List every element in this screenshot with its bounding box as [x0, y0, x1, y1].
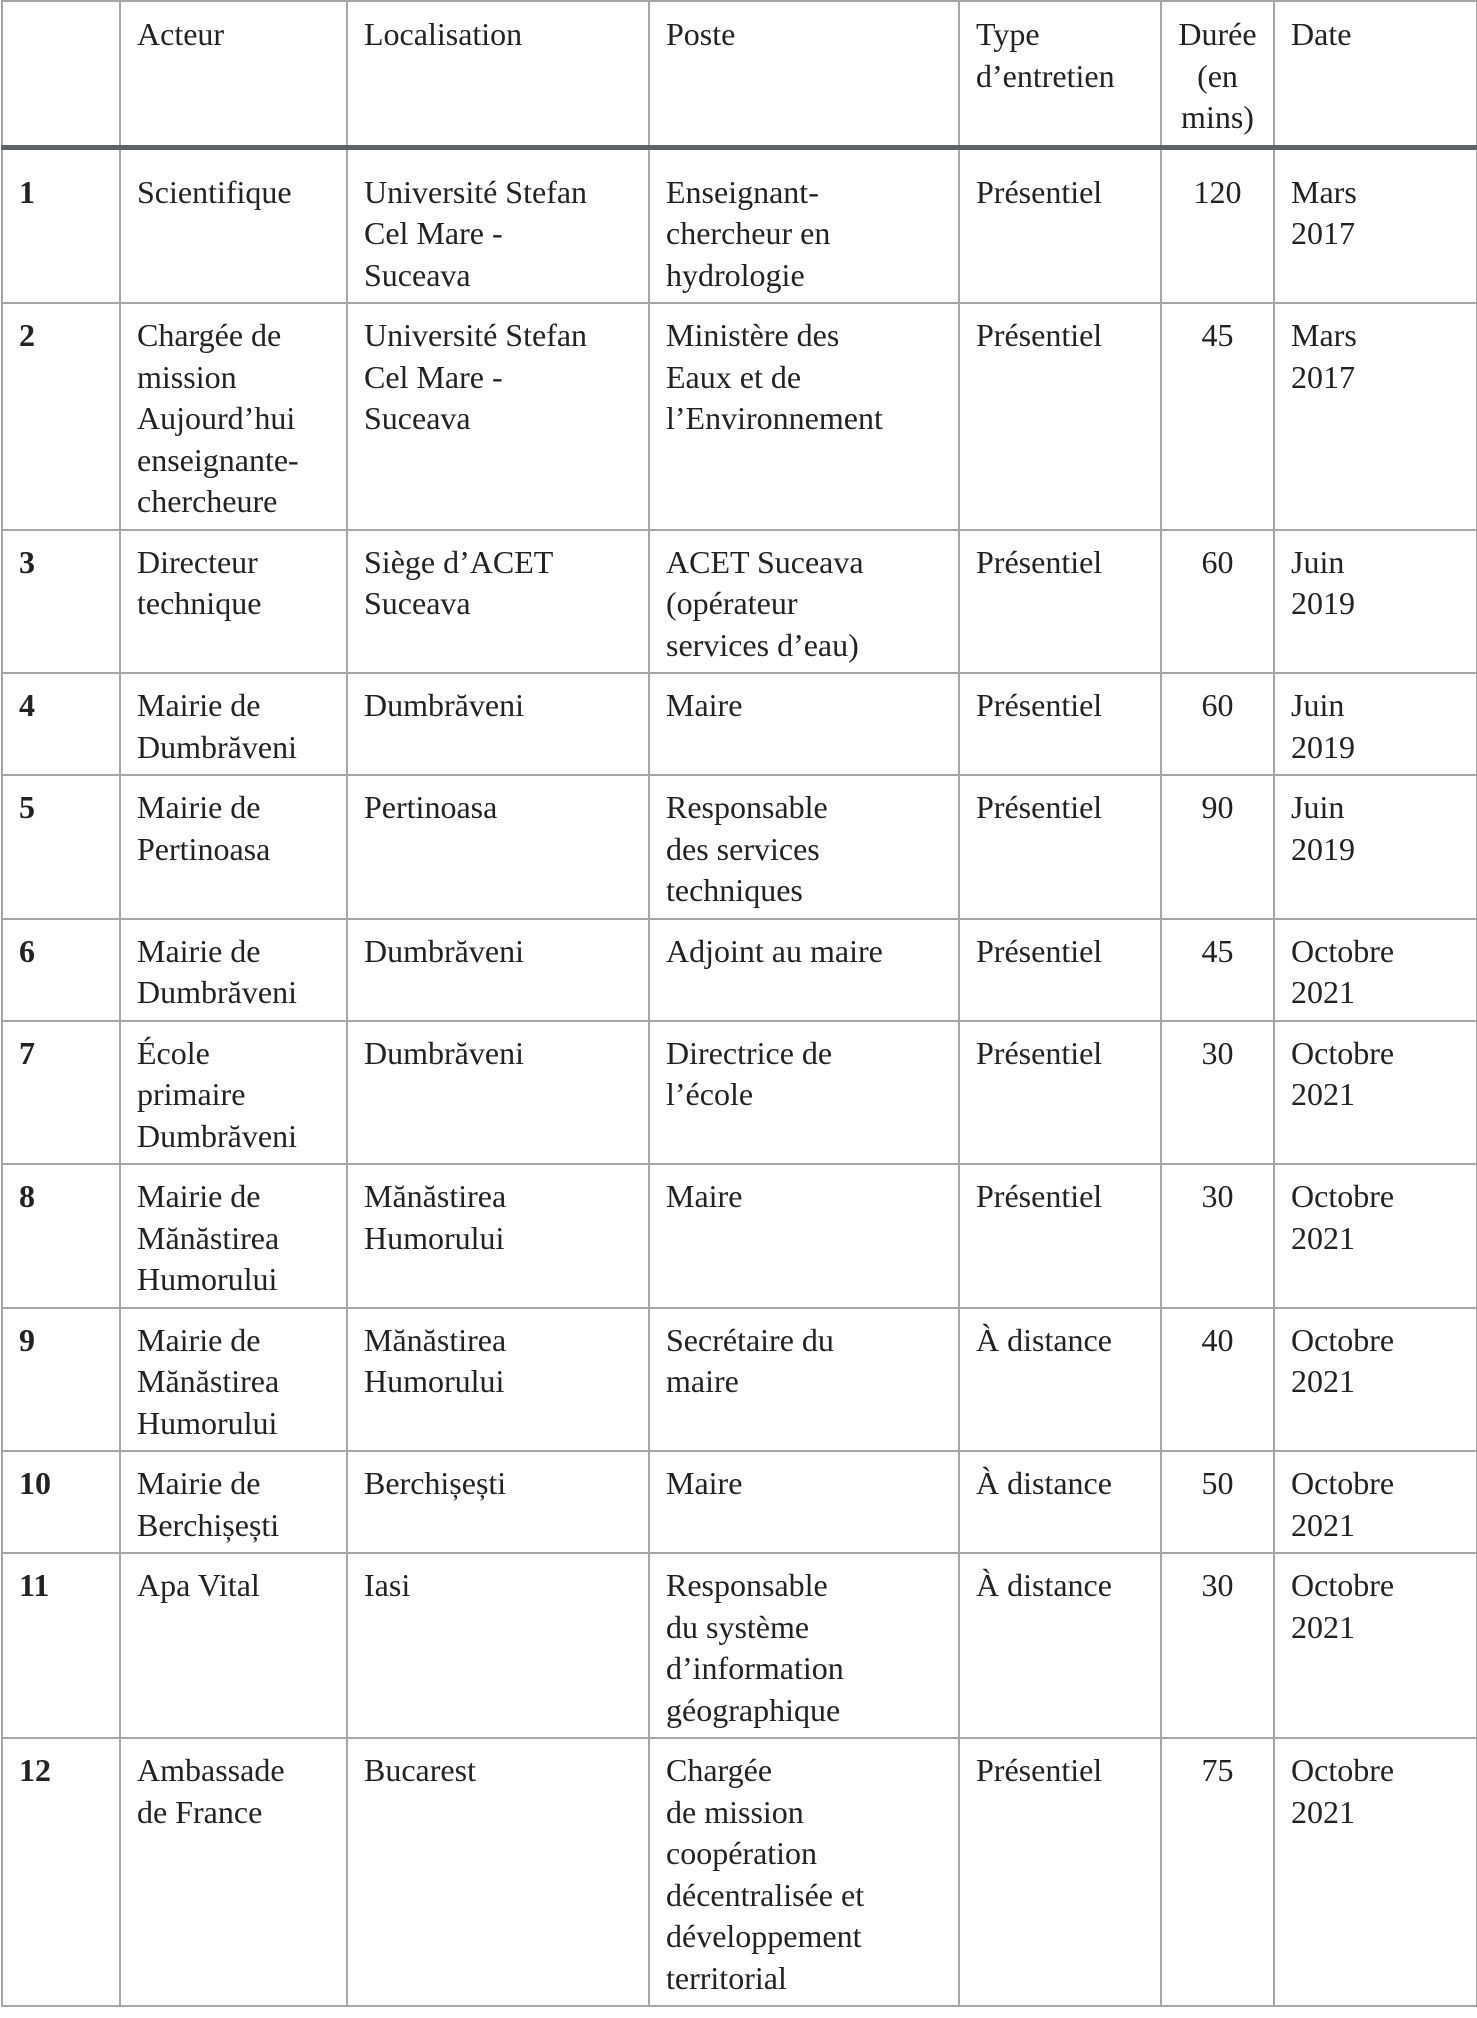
cell-interview-type: Présentiel	[959, 919, 1161, 1021]
cell-interview-type: Présentiel	[959, 303, 1161, 530]
cell-post: Directrice de l’école	[649, 1021, 959, 1165]
header-row	[2, 1, 1477, 147]
cell-date: Mars 2017	[1274, 303, 1477, 530]
cell-actor: Mairie de Dumbrăveni	[120, 673, 347, 775]
table-row	[2, 530, 1477, 674]
cell-actor: École primaire Dumbrăveni	[120, 1021, 347, 1165]
table-row	[2, 147, 1477, 303]
cell-actor: Apa Vital	[120, 1553, 347, 1738]
cell-location: Dumbrăveni	[347, 673, 649, 775]
cell-duration: 30	[1161, 1021, 1274, 1165]
cell-location: Bucarest	[347, 1738, 649, 2006]
cell-interview-type: Présentiel	[959, 530, 1161, 674]
cell-number: 1	[2, 147, 120, 303]
cell-interview-type: À distance	[959, 1308, 1161, 1452]
header-post: Poste	[649, 1, 959, 147]
cell-post: ACET Suceava (opérateur services d’eau)	[649, 530, 959, 674]
cell-actor: Mairie de Pertinoasa	[120, 775, 347, 919]
cell-actor: Scientifique	[120, 147, 347, 303]
cell-location: Pertinoasa	[347, 775, 649, 919]
cell-location: Université Stefan Cel Mare - Suceava	[347, 303, 649, 530]
cell-post: Ministère des Eaux et de l’Environnement	[649, 303, 959, 530]
cell-duration: 30	[1161, 1164, 1274, 1308]
cell-actor: Ambassade de France	[120, 1738, 347, 2006]
cell-location: Iasi	[347, 1553, 649, 1738]
table-row	[2, 775, 1477, 919]
table-header	[2, 1, 1477, 147]
header-date: Date	[1274, 1, 1477, 147]
cell-interview-type: Présentiel	[959, 147, 1161, 303]
cell-actor: Mairie de Mănăstirea Humorului	[120, 1308, 347, 1452]
cell-location: Mănăstirea Humorului	[347, 1308, 649, 1452]
cell-location: Berchișești	[347, 1451, 649, 1553]
cell-date: Juin 2019	[1274, 775, 1477, 919]
cell-location: Mănăstirea Humorului	[347, 1164, 649, 1308]
cell-location: Dumbrăveni	[347, 919, 649, 1021]
cell-location: Siège d’ACET Suceava	[347, 530, 649, 674]
cell-number: 3	[2, 530, 120, 674]
cell-date: Octobre 2021	[1274, 1738, 1477, 2006]
cell-duration: 120	[1161, 147, 1274, 303]
cell-number: 4	[2, 673, 120, 775]
cell-post: Maire	[649, 1451, 959, 1553]
cell-location: Université Stefan Cel Mare - Suceava	[347, 147, 649, 303]
cell-post: Chargée de mission coopération décentralisée et développement territorial	[649, 1738, 959, 2006]
cell-actor: Mairie de Berchișești	[120, 1451, 347, 1553]
cell-date: Juin 2019	[1274, 530, 1477, 674]
cell-actor: Mairie de Mănăstirea Humorului	[120, 1164, 347, 1308]
cell-actor: Chargée de mission Aujourd’hui enseignante- chercheure	[120, 303, 347, 530]
header-actor: Acteur	[120, 1, 347, 147]
cell-number: 5	[2, 775, 120, 919]
cell-date: Octobre 2021	[1274, 1553, 1477, 1738]
cell-interview-type: Présentiel	[959, 673, 1161, 775]
cell-post: Responsable des services techniques	[649, 775, 959, 919]
table-row	[2, 303, 1477, 530]
cell-interview-type: Présentiel	[959, 1164, 1161, 1308]
cell-date: Octobre 2021	[1274, 1451, 1477, 1553]
cell-post: Secrétaire du maire	[649, 1308, 959, 1452]
table-body	[2, 147, 1477, 2006]
cell-duration: 40	[1161, 1308, 1274, 1452]
table-row	[2, 1451, 1477, 1553]
cell-duration: 60	[1161, 673, 1274, 775]
table-row	[2, 1308, 1477, 1452]
cell-interview-type: Présentiel	[959, 775, 1161, 919]
cell-date: Octobre 2021	[1274, 1308, 1477, 1452]
cell-number: 10	[2, 1451, 120, 1553]
cell-duration: 90	[1161, 775, 1274, 919]
cell-number: 9	[2, 1308, 120, 1452]
header-num	[2, 1, 120, 147]
cell-post: Maire	[649, 1164, 959, 1308]
table-row	[2, 673, 1477, 775]
cell-duration: 50	[1161, 1451, 1274, 1553]
cell-post: Responsable du système d’information géographique	[649, 1553, 959, 1738]
cell-duration: 45	[1161, 919, 1274, 1021]
cell-post: Adjoint au maire	[649, 919, 959, 1021]
cell-actor: Directeur technique	[120, 530, 347, 674]
table-row	[2, 1021, 1477, 1165]
cell-duration: 30	[1161, 1553, 1274, 1738]
cell-duration: 45	[1161, 303, 1274, 530]
interviews-table	[1, 0, 1477, 2007]
cell-date: Octobre 2021	[1274, 1164, 1477, 1308]
cell-date: Mars 2017	[1274, 147, 1477, 303]
cell-date: Juin 2019	[1274, 673, 1477, 775]
table-row	[2, 1738, 1477, 2006]
cell-interview-type: À distance	[959, 1553, 1161, 1738]
cell-number: 6	[2, 919, 120, 1021]
cell-location: Dumbrăveni	[347, 1021, 649, 1165]
cell-number: 12	[2, 1738, 120, 2006]
cell-number: 7	[2, 1021, 120, 1165]
cell-duration: 75	[1161, 1738, 1274, 2006]
cell-actor: Mairie de Dumbrăveni	[120, 919, 347, 1021]
cell-interview-type: Présentiel	[959, 1021, 1161, 1165]
cell-date: Octobre 2021	[1274, 919, 1477, 1021]
table-row	[2, 919, 1477, 1021]
header-interview-type: Type d’entretien	[959, 1, 1161, 147]
cell-number: 8	[2, 1164, 120, 1308]
cell-interview-type: À distance	[959, 1451, 1161, 1553]
cell-number: 11	[2, 1553, 120, 1738]
cell-post: Enseignant- chercheur en hydrologie	[649, 147, 959, 303]
cell-interview-type: Présentiel	[959, 1738, 1161, 2006]
cell-date: Octobre 2021	[1274, 1021, 1477, 1165]
table-row	[2, 1553, 1477, 1738]
header-location: Localisation	[347, 1, 649, 147]
cell-post: Maire	[649, 673, 959, 775]
cell-number: 2	[2, 303, 120, 530]
table-row	[2, 1164, 1477, 1308]
header-duration: Durée (en mins)	[1161, 1, 1274, 147]
cell-duration: 60	[1161, 530, 1274, 674]
